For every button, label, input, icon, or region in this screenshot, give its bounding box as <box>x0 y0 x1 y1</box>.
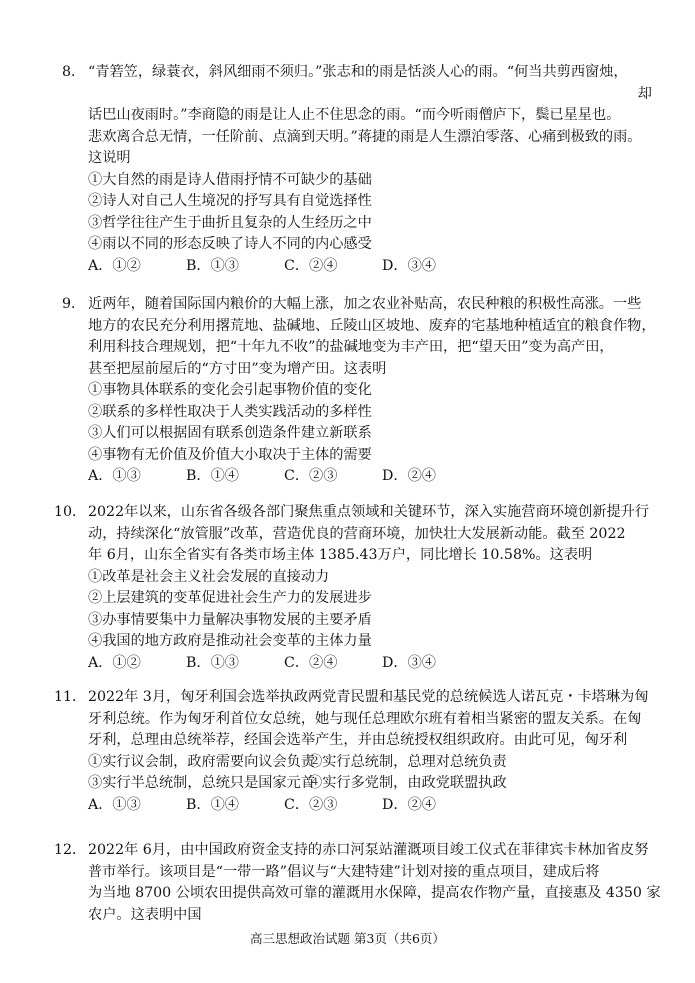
statement-option: ④我国的地方政府是推动社会变革的主体力量 <box>88 633 372 649</box>
choice-c: C．②④ <box>284 654 338 671</box>
statement-option: ①事物具体联系的变化会引起事物价值的变化 <box>88 382 372 398</box>
statement-option: ②实行总统制，总理对总统负责 <box>308 753 507 770</box>
statement-option: ②上层建筑的变革促进社会生产力的发展进步 <box>88 590 372 606</box>
choice-d: D．③④ <box>382 257 436 274</box>
choice-a: A．①③ <box>88 796 141 813</box>
question-stem-line: 话巴山夜雨时。”李商隐的雨是让人止不住思念的雨。“而今听雨僧庐下，鬓已星星也。 <box>88 107 621 123</box>
question-12 <box>54 840 661 926</box>
question-stem-line: 年 6月，山东全省实有各类市场主体 1385.43万户，同比增长 10.58%。这表明 <box>88 547 593 563</box>
choice-d: D．③④ <box>382 654 436 671</box>
question-11 <box>54 687 652 816</box>
choice-b: B．①③ <box>186 654 239 671</box>
choice-b: B．①④ <box>186 468 239 484</box>
statement-option: ①改革是社会主义社会发展的直接动力 <box>88 568 330 585</box>
question-number: 11． <box>54 689 87 705</box>
statement-option: ②诗人对自己人生境况的抒写具有自觉选择性 <box>88 193 372 209</box>
question-stem-line: 牙利，总理由总统举荐，经国会选举产生，并由总统授权组织政府。由此可见，匈牙利 <box>88 732 628 748</box>
question-stem-line: 这说明 <box>88 150 131 166</box>
question-stem-line: 普市举行。该项目是“一带一路”倡议与“大建特建”计划对接的重点项目，建成后将 <box>88 863 600 880</box>
question-stem-line: 为当地 8700 公顷农田提供高效可靠的灌溉用水保障，提高农作物产量，直接惠及 4350 家 <box>88 885 661 901</box>
statement-option: ③人们可以根据固有联系创造条件建立新联系 <box>88 425 372 441</box>
answer-choices <box>62 653 652 675</box>
question-number: 8． <box>62 64 86 80</box>
statement-option: ①大自然的雨是诗人借雨抒情不可缺少的基础 <box>88 171 372 188</box>
question-stem-line: 11． 2022年 3月，匈牙利国会选举执政两党青民盟和基民党的总统候选人诺瓦克・卡塔琳为匈 <box>62 687 652 709</box>
question-stem-line: 甚至把屋前屋后的“方寸田”变为增产田。这表明 <box>88 360 387 377</box>
statement-option: ②联系的多样性取决于人类实践活动的多样性 <box>88 403 372 420</box>
statement-option: ③办事情要集中力量解决事物发展的主要矛盾 <box>88 611 372 628</box>
statement-option: ④事物有无价值及价值大小取决于主体的需要 <box>88 446 372 463</box>
choice-c: C．②④ <box>284 257 338 274</box>
question-stem-line: 12． 2022年 6月，由中国政府资金支持的赤口河泵站灌溉项目竣工仪式在菲律宾卡林加省皮努 <box>62 840 652 862</box>
question-8 <box>62 62 652 277</box>
question-9 <box>62 294 656 488</box>
choice-c: C．②③ <box>284 468 338 484</box>
question-stem-line: 地方的农民充分利用撂荒地、盐碱地、丘陵山区坡地、废弃的宅基地种植适宜的粮食作物， <box>88 317 656 334</box>
question-number: 10． <box>54 504 87 520</box>
question-stem-line: 利用科技合理规划，把“十年九不收”的盐碱地变为丰产田，把“望天田”变为高产田， <box>88 339 614 355</box>
statement-option: ③哲学往往产生于曲折且复杂的人生经历之中 <box>88 214 372 231</box>
choice-b: B．①③ <box>186 257 239 274</box>
question-stem-line: 9． 近两年，随着国际国内粮价的大幅上涨，加之农业补贴高，农民种粮的积极性高涨。一些 <box>62 294 652 316</box>
answer-choices <box>62 256 652 278</box>
question-stem-line: 动，持续深化“放管服”改革，营造优良的营商环境，加快壮大发展新动能。截至 2022 <box>88 525 626 542</box>
statement-option: ③实行半总统制，总统只是国家元首 <box>88 775 316 791</box>
statement-option: ①实行议会制，政府需要向议会负责 <box>88 753 316 770</box>
question-stem-line: 牙利总统。作为匈牙利首位女总统，她与现任总理欧尔班有着相当紧密的盟友关系。在匈 <box>88 710 642 727</box>
question-stem-line: 悲欢离合总无情，一任阶前、点滴到天明。”蒋捷的雨是人生漂泊零落、心痛到极致的雨。 <box>88 128 642 145</box>
question-stem-line: 农户。这表明中国 <box>88 906 202 923</box>
choice-a: A．①③ <box>88 468 141 484</box>
question-stem-line: 却 <box>637 85 652 102</box>
statement-option-pair <box>62 752 652 774</box>
question-10 <box>54 502 652 674</box>
question-stem-line: 10． 2022年以来，山东省各级各部门聚焦重点领域和关键环节，深入实施营商环境创新提升行 <box>62 502 652 524</box>
statement-option: ④实行多党制，由政党联盟执政 <box>308 775 507 791</box>
statement-option: ④雨以不同的形态反映了诗人不同的内心感受 <box>88 236 372 252</box>
page-footer: 高三思想政治试题 第3页（共6页） <box>250 931 445 946</box>
choice-d: D．②④ <box>382 468 436 484</box>
choice-b: B．①④ <box>186 796 239 813</box>
choice-a: A．①② <box>88 654 141 671</box>
answer-choices <box>62 466 652 488</box>
choice-d: D．②④ <box>382 796 436 813</box>
statement-option-pair <box>62 773 652 795</box>
answer-choices <box>62 795 652 817</box>
question-stem-line: 8． “青箬笠，绿蓑衣，斜风细雨不须归。”张志和的雨是恬淡人心的雨。“何当共剪西窗烛， <box>62 62 652 84</box>
choice-c: C．②③ <box>284 796 338 813</box>
question-number: 9． <box>62 296 86 312</box>
question-number: 12． <box>54 842 87 858</box>
choice-a: A．①② <box>88 257 141 274</box>
